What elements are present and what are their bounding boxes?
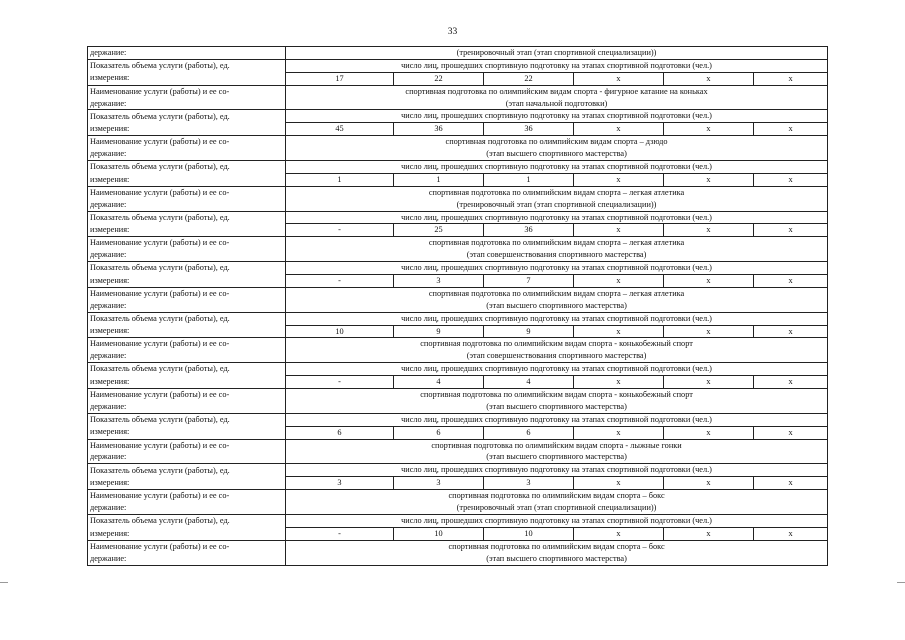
service-row-cont — [88, 98, 828, 110]
service-name: спортивная подготовка по олимпийским видам спорта - фигурное катание на коньках — [286, 85, 828, 97]
values-row — [88, 527, 828, 540]
value-cell: x — [664, 477, 754, 490]
value-cell: x — [664, 325, 754, 338]
value-cell: x — [664, 123, 754, 136]
values-row — [88, 477, 828, 490]
service-stage: (этап высшего спортивного мастерства) — [286, 148, 828, 160]
indicator-row — [88, 161, 828, 174]
first-row-label: держание: — [88, 47, 286, 60]
value-cell: x — [754, 325, 828, 338]
values-row — [88, 275, 828, 288]
value-cell: 6 — [484, 426, 574, 439]
service-label: Наименование услуги (работы) и ее со- — [88, 540, 286, 552]
service-row — [88, 540, 828, 552]
service-row-cont — [88, 401, 828, 413]
service-row-cont — [88, 300, 828, 312]
value-cell: 3 — [394, 477, 484, 490]
value-cell: 3 — [394, 275, 484, 288]
value-cell: x — [574, 72, 664, 85]
value-cell: 1 — [484, 173, 574, 186]
value-cell: - — [286, 275, 394, 288]
indicator-text: число лиц, прошедших спортивную подготовку на этапах спортивной подготовки (чел.) — [286, 514, 828, 527]
service-name: спортивная подготовка по олимпийским видам спорта – бокс — [286, 490, 828, 502]
value-cell: 22 — [484, 72, 574, 85]
service-row-cont — [88, 148, 828, 160]
service-stage: (этап высшего спортивного мастерства) — [286, 553, 828, 565]
service-row — [88, 439, 828, 451]
service-stage: (этап совершенствования спортивного мастерства) — [286, 249, 828, 261]
indicator-label-cont: измерения: — [88, 376, 286, 389]
value-cell: 4 — [394, 376, 484, 389]
service-stage: (этап начальной подготовки) — [286, 98, 828, 110]
service-row — [88, 186, 828, 198]
indicator-label-cont: измерения: — [88, 224, 286, 237]
service-row — [88, 338, 828, 350]
service-label: Наименование услуги (работы) и ее со- — [88, 439, 286, 451]
indicator-text: число лиц, прошедших спортивную подготовку на этапах спортивной подготовки (чел.) — [286, 413, 828, 426]
service-label-cont: держание: — [88, 300, 286, 312]
service-label-cont: держание: — [88, 452, 286, 464]
service-label: Наименование услуги (работы) и ее со- — [88, 389, 286, 401]
indicator-label-cont: измерения: — [88, 325, 286, 338]
indicator-text: число лиц, прошедших спортивную подготовку на этапах спортивной подготовки (чел.) — [286, 110, 828, 123]
service-stage: (тренировочный этап (этап спортивной специализации)) — [286, 502, 828, 514]
value-cell: 10 — [286, 325, 394, 338]
value-cell: x — [754, 527, 828, 540]
service-row-cont — [88, 502, 828, 514]
indicator-label-cont: измерения: — [88, 477, 286, 490]
value-cell: 36 — [484, 123, 574, 136]
value-cell: x — [664, 173, 754, 186]
indicator-label: Показатель объема услуги (работы), ед. — [88, 312, 286, 325]
value-cell: x — [574, 224, 664, 237]
values-row — [88, 173, 828, 186]
value-cell: x — [754, 376, 828, 389]
indicator-label: Показатель объема услуги (работы), ед. — [88, 363, 286, 376]
service-row-cont — [88, 350, 828, 362]
value-cell: 1 — [286, 173, 394, 186]
first-row — [88, 47, 828, 60]
indicator-label-cont: измерения: — [88, 527, 286, 540]
value-cell: x — [574, 527, 664, 540]
service-stage: (этап высшего спортивного мастерства) — [286, 452, 828, 464]
indicator-row — [88, 312, 828, 325]
service-row — [88, 389, 828, 401]
indicator-label: Показатель объема услуги (работы), ед. — [88, 110, 286, 123]
value-cell: 25 — [394, 224, 484, 237]
indicator-row — [88, 464, 828, 477]
service-label: Наименование услуги (работы) и ее со- — [88, 237, 286, 249]
value-cell: - — [286, 527, 394, 540]
service-row — [88, 85, 828, 97]
right-edge-mark — [897, 582, 905, 583]
values-row — [88, 426, 828, 439]
indicator-label-cont: измерения: — [88, 72, 286, 85]
service-row — [88, 490, 828, 502]
value-cell: 1 — [394, 173, 484, 186]
service-name: спортивная подготовка по олимпийским видам спорта – бокс — [286, 540, 828, 552]
values-row — [88, 72, 828, 85]
value-cell: x — [664, 376, 754, 389]
indicator-label: Показатель объема услуги (работы), ед. — [88, 464, 286, 477]
indicator-label-cont: измерения: — [88, 426, 286, 439]
value-cell: 22 — [394, 72, 484, 85]
service-label-cont: держание: — [88, 502, 286, 514]
value-cell: x — [664, 527, 754, 540]
value-cell: 3 — [484, 477, 574, 490]
value-cell: 6 — [286, 426, 394, 439]
service-stage: (тренировочный этап (этап спортивной специализации)) — [286, 199, 828, 211]
value-cell: 7 — [484, 275, 574, 288]
service-row — [88, 136, 828, 148]
service-name: спортивная подготовка по олимпийским видам спорта - лыжные гонки — [286, 439, 828, 451]
service-stage: (этап совершенствования спортивного мастерства) — [286, 350, 828, 362]
value-cell: x — [754, 72, 828, 85]
value-cell: 4 — [484, 376, 574, 389]
values-row — [88, 325, 828, 338]
indicator-label: Показатель объема услуги (работы), ед. — [88, 211, 286, 224]
value-cell: x — [664, 224, 754, 237]
service-stage: (этап высшего спортивного мастерства) — [286, 300, 828, 312]
indicator-label-cont: измерения: — [88, 275, 286, 288]
value-cell: - — [286, 376, 394, 389]
indicator-row — [88, 262, 828, 275]
indicator-row — [88, 514, 828, 527]
values-row — [88, 224, 828, 237]
value-cell: x — [574, 325, 664, 338]
service-row-cont — [88, 452, 828, 464]
value-cell: x — [754, 173, 828, 186]
value-cell: 9 — [484, 325, 574, 338]
value-cell: x — [574, 376, 664, 389]
left-edge-mark — [0, 582, 8, 583]
service-label-cont: держание: — [88, 553, 286, 565]
service-row — [88, 237, 828, 249]
value-cell: 36 — [394, 123, 484, 136]
indicator-text: число лиц, прошедших спортивную подготовку на этапах спортивной подготовки (чел.) — [286, 464, 828, 477]
value-cell: x — [754, 477, 828, 490]
service-stage: (этап высшего спортивного мастерства) — [286, 401, 828, 413]
service-label-cont: держание: — [88, 98, 286, 110]
value-cell: 36 — [484, 224, 574, 237]
service-label: Наименование услуги (работы) и ее со- — [88, 287, 286, 299]
indicator-row — [88, 211, 828, 224]
values-row — [88, 123, 828, 136]
indicator-row — [88, 413, 828, 426]
service-label-cont: держание: — [88, 401, 286, 413]
indicator-row — [88, 110, 828, 123]
value-cell: x — [754, 224, 828, 237]
indicator-text: число лиц, прошедших спортивную подготовку на этапах спортивной подготовки (чел.) — [286, 363, 828, 376]
service-label-cont: держание: — [88, 148, 286, 160]
value-cell: 6 — [394, 426, 484, 439]
indicator-text: число лиц, прошедших спортивную подготовку на этапах спортивной подготовки (чел.) — [286, 211, 828, 224]
service-label: Наименование услуги (работы) и ее со- — [88, 490, 286, 502]
service-name: спортивная подготовка по олимпийским видам спорта - конькобежный спорт — [286, 389, 828, 401]
service-row-cont — [88, 199, 828, 211]
service-label-cont: держание: — [88, 249, 286, 261]
value-cell: - — [286, 224, 394, 237]
value-cell: x — [754, 426, 828, 439]
service-name: спортивная подготовка по олимпийским видам спорта – легкая атлетика — [286, 287, 828, 299]
value-cell: 17 — [286, 72, 394, 85]
indicator-label-cont: измерения: — [88, 173, 286, 186]
indicator-label: Показатель объема услуги (работы), ед. — [88, 262, 286, 275]
indicator-label: Показатель объема услуги (работы), ед. — [88, 514, 286, 527]
service-row — [88, 287, 828, 299]
value-cell: 10 — [394, 527, 484, 540]
value-cell: x — [574, 123, 664, 136]
value-cell: x — [574, 477, 664, 490]
service-label: Наименование услуги (работы) и ее со- — [88, 338, 286, 350]
value-cell: 10 — [484, 527, 574, 540]
indicator-row — [88, 363, 828, 376]
service-label: Наименование услуги (работы) и ее со- — [88, 85, 286, 97]
value-cell: x — [754, 123, 828, 136]
indicator-text: число лиц, прошедших спортивную подготовку на этапах спортивной подготовки (чел.) — [286, 312, 828, 325]
service-name: спортивная подготовка по олимпийским видам спорта – легкая атлетика — [286, 237, 828, 249]
values-row — [88, 376, 828, 389]
service-name: спортивная подготовка по олимпийским видам спорта – легкая атлетика — [286, 186, 828, 198]
indicator-text: число лиц, прошедших спортивную подготовку на этапах спортивной подготовки (чел.) — [286, 59, 828, 72]
indicator-text: число лиц, прошедших спортивную подготовку на этапах спортивной подготовки (чел.) — [286, 262, 828, 275]
service-row-cont — [88, 249, 828, 261]
service-label-cont: держание: — [88, 199, 286, 211]
first-row-text: (тренировочный этап (этап спортивной специализации)) — [286, 47, 828, 60]
service-name: спортивная подготовка по олимпийским видам спорта - конькобежный спорт — [286, 338, 828, 350]
page-number: 33 — [447, 27, 458, 37]
indicator-label: Показатель объема услуги (работы), ед. — [88, 161, 286, 174]
value-cell: x — [574, 173, 664, 186]
value-cell: 3 — [286, 477, 394, 490]
value-cell: x — [574, 426, 664, 439]
value-cell: x — [664, 426, 754, 439]
value-cell: 45 — [286, 123, 394, 136]
value-cell: x — [664, 275, 754, 288]
service-label-cont: держание: — [88, 350, 286, 362]
service-row-cont — [88, 553, 828, 565]
indicator-text: число лиц, прошедших спортивную подготовку на этапах спортивной подготовки (чел.) — [286, 161, 828, 174]
value-cell: x — [574, 275, 664, 288]
value-cell: x — [664, 72, 754, 85]
value-cell: x — [754, 275, 828, 288]
service-label: Наименование услуги (работы) и ее со- — [88, 186, 286, 198]
service-label: Наименование услуги (работы) и ее со- — [88, 136, 286, 148]
value-cell: 9 — [394, 325, 484, 338]
service-name: спортивная подготовка по олимпийским видам спорта – дзюдо — [286, 136, 828, 148]
indicator-row — [88, 59, 828, 72]
services-table — [87, 46, 828, 566]
indicator-label: Показатель объема услуги (работы), ед. — [88, 413, 286, 426]
indicator-label-cont: измерения: — [88, 123, 286, 136]
indicator-label: Показатель объема услуги (работы), ед. — [88, 59, 286, 72]
